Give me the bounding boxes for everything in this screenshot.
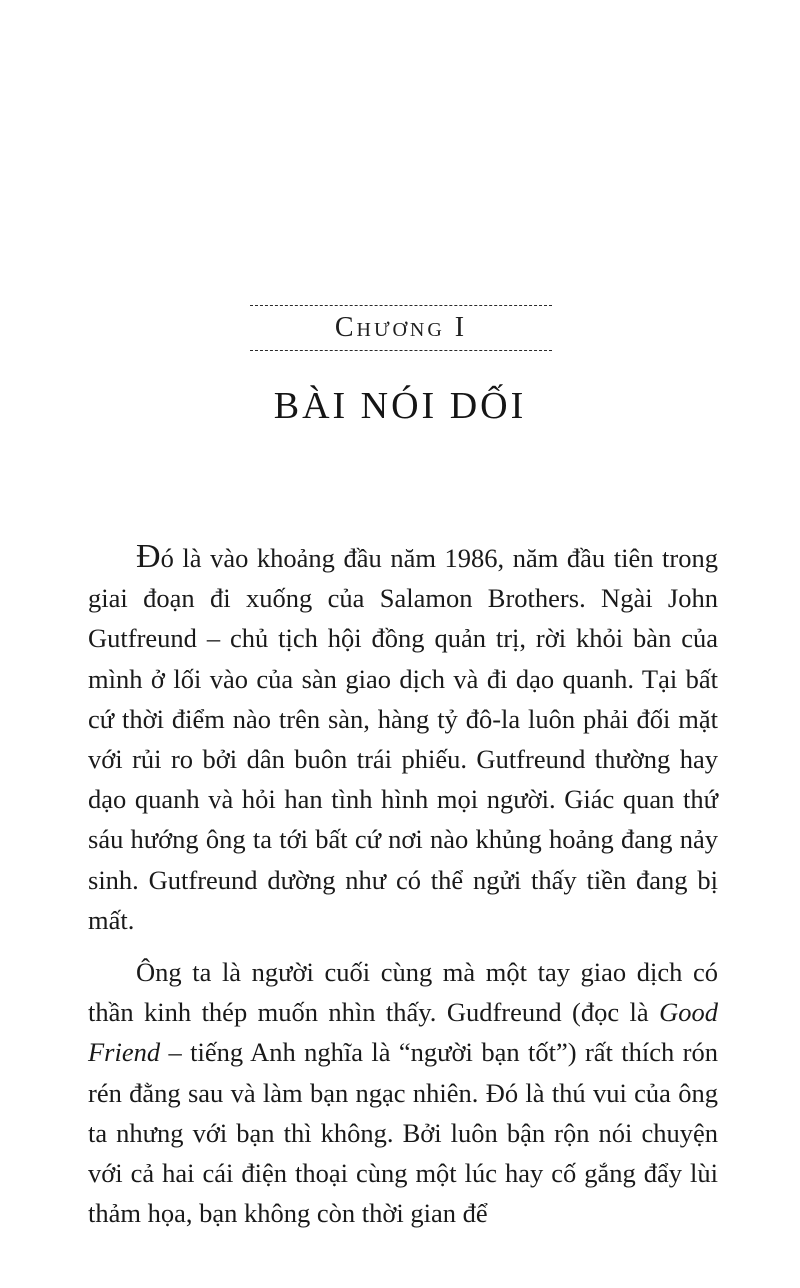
chapter-rule-bottom — [250, 350, 552, 351]
paragraph-2 — [88, 952, 718, 1233]
chapter-body — [88, 538, 718, 1233]
paragraph-2-italic: Good Friend — [88, 997, 718, 1068]
paragraph-1 — [88, 538, 718, 940]
drop-letter: Đ — [136, 538, 161, 575]
chapter-title: BÀI NÓI DỐI — [273, 385, 527, 427]
paragraph-2-text-a: Ông ta là người cuối cùng mà một tay giao dịch có thần kinh thép muốn nhìn thấy. Gudfreund (đọc là — [88, 957, 718, 1028]
paragraph-2-text-b: – tiếng Anh nghĩa là “người bạn tốt”) rất thích rón rén đằng sau và làm bạn ngạc nhiên. Đó là thú vui của ông ta nhưng với bạn thì không. Bởi luôn bận rộn nói chuyện với cả hai cái điện thoại cùng một lúc hay cố gắng đẩy lùi thảm họa, bạn không còn thời gian để — [88, 1037, 718, 1229]
chapter-rule-top — [250, 305, 552, 306]
paragraph-1-text: ó là vào khoảng đầu năm 1986, năm đầu tiên trong giai đoạn đi xuống của Salamon Brothers. Ngài John Gutfreund – chủ tịch hội đồng quản trị, rời khỏi bàn của mình ở lối vào của sàn giao dịch và đi dạo quanh. Tại bất cứ thời điểm nào trên sàn, hàng tỷ đô-la luôn phải đối mặt với rủi ro bởi dân buôn trái phiếu. Gutfreund thường hay dạo quanh và hỏi han tình hình mọi người. Giác quan thứ sáu hướng ông ta tới bất cứ nơi nào khủng hoảng đang nảy sinh. Gutfreund dường như có thể ngửi thấy tiền đang bị mất. — [88, 543, 718, 935]
chapter-number: Chương I — [334, 312, 468, 343]
